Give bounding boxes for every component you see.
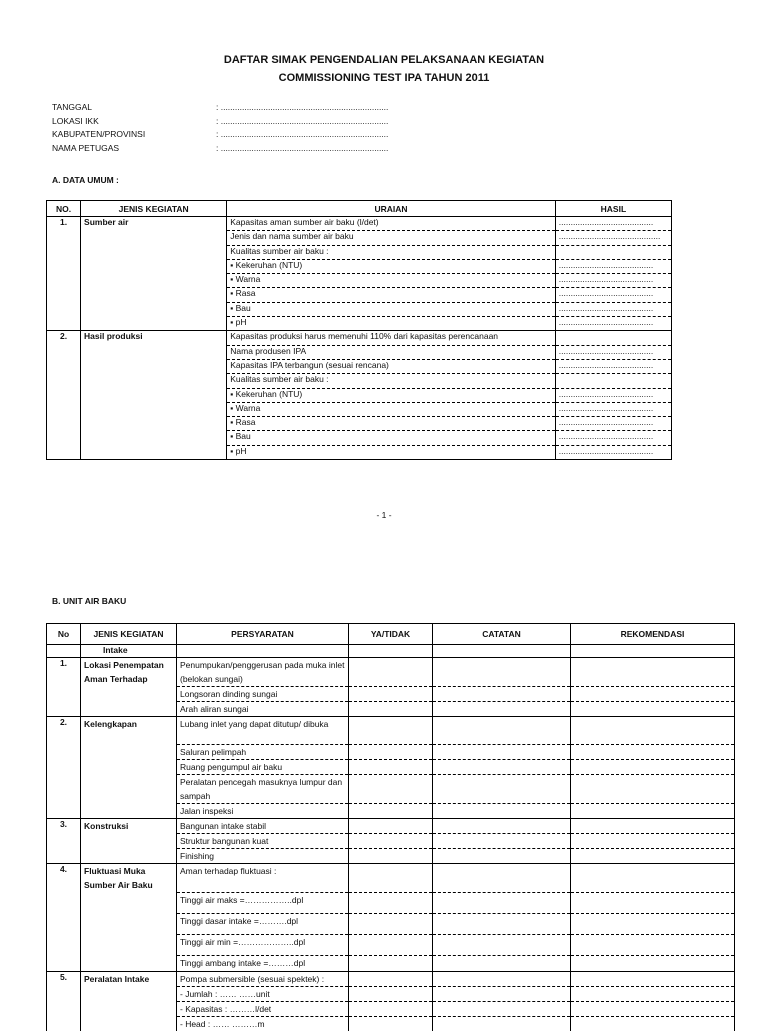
column-header: URAIAN (227, 201, 556, 217)
jenis-kegiatan (81, 259, 227, 273)
ya-tidak-cell[interactable] (349, 819, 433, 834)
row-number (47, 687, 81, 702)
uraian-cell: ▪ Warna (227, 274, 556, 288)
jenis-kegiatan (81, 345, 227, 359)
empty-cell (433, 645, 571, 658)
table-row (47, 864, 735, 893)
uraian-cell: ▪ Rasa (227, 417, 556, 431)
jenis-kegiatan (81, 445, 227, 459)
persyaratan-cell: Penumpukan/penggerusan pada muka inlet (belokan sungai) (177, 658, 349, 687)
uraian-cell: ▪ pH (227, 317, 556, 331)
ya-tidak-cell[interactable] (349, 986, 433, 1001)
catatan-cell[interactable] (433, 702, 571, 717)
table-row (47, 687, 735, 702)
table-row (47, 288, 672, 302)
hasil-cell[interactable] (555, 245, 671, 259)
uraian-cell: Kapasitas aman sumber air baku (l/det) (227, 217, 556, 231)
header-field (52, 101, 388, 114)
ya-tidak-cell[interactable] (349, 971, 433, 986)
row-number (47, 274, 81, 288)
row-number: 5. (47, 971, 81, 986)
persyaratan-cell: Tinggi air maks =……………..dpl (177, 892, 349, 913)
persyaratan-cell: Jalan inspeksi (177, 804, 349, 819)
unit-air-baku-table (46, 623, 735, 1031)
jenis-kegiatan: Hasil produksi (81, 331, 227, 345)
table-row (47, 717, 735, 745)
row-number (47, 775, 81, 804)
persyaratan-cell: Pompa submersible (sesuai spektek) : (177, 971, 349, 986)
row-number (47, 231, 81, 245)
ya-tidak-cell[interactable] (349, 702, 433, 717)
rekomendasi-cell[interactable] (571, 864, 735, 893)
table-row (47, 1001, 735, 1016)
catatan-cell[interactable] (433, 834, 571, 849)
jenis-kegiatan: Sumber air (81, 217, 227, 231)
persyaratan-cell: - Jumlah : …… ……unit (177, 986, 349, 1001)
hasil-cell[interactable]: ........................................ (555, 345, 671, 359)
jenis-kegiatan (81, 288, 227, 302)
rekomendasi-cell[interactable] (571, 702, 735, 717)
uraian-cell: Nama produsen IPA (227, 345, 556, 359)
hasil-cell[interactable]: ........................................ (555, 217, 671, 231)
persyaratan-cell: Arah aliran sungai (177, 702, 349, 717)
intake-subheader-row (47, 645, 735, 658)
jenis-kegiatan (81, 388, 227, 402)
row-number (47, 892, 81, 913)
table-row (47, 702, 735, 717)
rekomendasi-cell[interactable] (571, 971, 735, 986)
ya-tidak-cell[interactable] (349, 913, 433, 934)
row-number (47, 345, 81, 359)
row-number (47, 804, 81, 819)
field-label: NAMA PETUGAS (52, 142, 120, 153)
jenis-kegiatan: Konstruksi (81, 819, 177, 834)
document-title-line-2: COMMISSIONING TEST IPA TAHUN 2011 (278, 72, 490, 84)
catatan-cell[interactable] (433, 1001, 571, 1016)
table-row (47, 849, 735, 864)
jenis-kegiatan (81, 913, 177, 934)
row-number (47, 986, 81, 1001)
header-field (52, 128, 388, 141)
hasil-cell[interactable]: ........................................ (555, 288, 671, 302)
table-row (47, 819, 735, 834)
row-number (47, 934, 81, 955)
row-number: 2. (47, 717, 81, 745)
catatan-cell[interactable] (433, 717, 571, 745)
ya-tidak-cell[interactable] (349, 717, 433, 745)
column-header: JENIS KEGIATAN (81, 201, 227, 217)
rekomendasi-cell[interactable] (571, 687, 735, 702)
jenis-kegiatan (81, 760, 177, 775)
row-number (47, 745, 81, 760)
ya-tidak-cell[interactable] (349, 1001, 433, 1016)
persyaratan-cell: - Kapasitas : ………l/det (177, 1001, 349, 1016)
table-row (47, 971, 735, 986)
row-number (47, 913, 81, 934)
persyaratan-cell: Tinggi air min =………………..dpl (177, 934, 349, 955)
jenis-kegiatan (81, 702, 177, 717)
jenis-kegiatan: Fluktuasi Muka Sumber Air Baku (81, 864, 177, 893)
hasil-cell[interactable]: ........................................... (555, 231, 671, 245)
hasil-cell[interactable]: ........................................ (555, 259, 671, 273)
jenis-kegiatan (81, 1016, 177, 1031)
hasil-cell[interactable]: ........................................ (555, 302, 671, 316)
ya-tidak-cell[interactable] (349, 892, 433, 913)
table-row (47, 402, 672, 416)
intake-subheader: Intake (81, 645, 177, 658)
hasil-cell[interactable]: ........................................ (555, 417, 671, 431)
page-number: - 1 - (376, 510, 392, 520)
table-row (47, 345, 672, 359)
rekomendasi-cell[interactable] (571, 986, 735, 1001)
jenis-kegiatan (81, 687, 177, 702)
catatan-cell[interactable] (433, 1016, 571, 1031)
rekomendasi-cell[interactable] (571, 745, 735, 760)
uraian-cell: ▪ Warna (227, 402, 556, 416)
jenis-kegiatan (81, 245, 227, 259)
table-row (47, 745, 735, 760)
uraian-cell: ▪ Kekeruhan (NTU) (227, 259, 556, 273)
ya-tidak-cell[interactable] (349, 804, 433, 819)
row-number: 4. (47, 864, 81, 893)
catatan-cell[interactable] (433, 986, 571, 1001)
jenis-kegiatan: Peralatan Intake (81, 971, 177, 986)
uraian-cell: ▪ Bau (227, 302, 556, 316)
header-field (52, 142, 388, 155)
table-row (47, 359, 672, 373)
catatan-cell[interactable] (433, 687, 571, 702)
persyaratan-cell: Tinggi ambang intake =………dpl (177, 955, 349, 971)
uraian-cell: Kualitas sumber air baku : (227, 374, 556, 388)
row-number (47, 760, 81, 775)
persyaratan-cell: Longsoran dinding sungai (177, 687, 349, 702)
table-row (47, 1016, 735, 1031)
row-number (47, 955, 81, 971)
column-header: PERSYARATAN (177, 624, 349, 645)
jenis-kegiatan (81, 1001, 177, 1016)
row-number (47, 445, 81, 459)
row-number (47, 317, 81, 331)
rekomendasi-cell[interactable] (571, 1001, 735, 1016)
field-value[interactable]: : ....................................................................... (216, 115, 389, 126)
catatan-cell[interactable] (433, 892, 571, 913)
jenis-kegiatan: Kelengkapan (81, 717, 177, 745)
field-label: LOKASI IKK (52, 115, 99, 126)
catatan-cell[interactable] (433, 971, 571, 986)
catatan-cell[interactable] (433, 804, 571, 819)
column-header: YA/TIDAK (349, 624, 433, 645)
jenis-kegiatan (81, 834, 177, 849)
catatan-cell[interactable] (433, 934, 571, 955)
persyaratan-cell: Struktur bangunan kuat (177, 834, 349, 849)
jenis-kegiatan (81, 302, 227, 316)
table-row (47, 892, 735, 913)
hasil-cell[interactable]: ........................................ (555, 317, 671, 331)
persyaratan-cell: Saluran pelimpah (177, 745, 349, 760)
ya-tidak-cell[interactable] (349, 775, 433, 804)
jenis-kegiatan: Lokasi Penempatan Aman Terhadap (81, 658, 177, 687)
row-number (47, 417, 81, 431)
table-row (47, 302, 672, 316)
table-row (47, 934, 735, 955)
ya-tidak-cell[interactable] (349, 687, 433, 702)
catatan-cell[interactable] (433, 913, 571, 934)
hasil-cell[interactable]: ........................................ (555, 274, 671, 288)
column-header: REKOMENDASI (571, 624, 735, 645)
empty-cell (47, 645, 81, 658)
rekomendasi-cell[interactable] (571, 892, 735, 913)
table-row (47, 986, 735, 1001)
ya-tidak-cell[interactable] (349, 760, 433, 775)
catatan-cell[interactable] (433, 955, 571, 971)
ya-tidak-cell[interactable] (349, 934, 433, 955)
section-a-title: A. DATA UMUM : (52, 175, 119, 185)
table-row (47, 274, 672, 288)
document-title-line-1: DAFTAR SIMAK PENGENDALIAN PELAKSANAAN KEGIATAN (223, 54, 545, 66)
persyaratan-cell: Aman terhadap fluktuasi : (177, 864, 349, 893)
empty-cell (349, 645, 433, 658)
column-header: NO. (47, 201, 81, 217)
uraian-cell: Kapasitas produksi harus memenuhi 110% dari kapasitas perencanaan (227, 331, 556, 345)
row-number (47, 288, 81, 302)
jenis-kegiatan (81, 955, 177, 971)
table-row (47, 331, 672, 345)
ya-tidak-cell[interactable] (349, 864, 433, 893)
row-number (47, 402, 81, 416)
hasil-cell[interactable]: ........................................ (555, 359, 671, 373)
table-row (47, 804, 735, 819)
uraian-cell: Kualitas sumber air baku : (227, 245, 556, 259)
row-number (47, 1016, 81, 1031)
column-header: HASIL (555, 201, 671, 217)
table-row (47, 374, 672, 388)
row-number (47, 431, 81, 445)
hasil-cell[interactable]: ........................................ (555, 402, 671, 416)
jenis-kegiatan (81, 431, 227, 445)
row-number (47, 302, 81, 316)
catatan-cell[interactable] (433, 760, 571, 775)
jenis-kegiatan (81, 775, 177, 804)
jenis-kegiatan (81, 849, 177, 864)
uraian-cell: Kapasitas IPA terbangun (sesuai rencana) (227, 359, 556, 373)
field-value[interactable]: : ....................................................................... (216, 129, 389, 139)
persyaratan-cell: Finishing (177, 849, 349, 864)
ya-tidak-cell[interactable] (349, 955, 433, 971)
rekomendasi-cell[interactable] (571, 934, 735, 955)
column-header: JENIS KEGIATAN (81, 624, 177, 645)
field-value[interactable]: : ....................................................................... (216, 102, 389, 112)
persyaratan-cell: Peralatan pencegah masuknya lumpur dan sampah (177, 775, 349, 804)
field-value[interactable]: : ....................................................................... (216, 142, 389, 153)
hasil-cell[interactable]: ........................................ (555, 445, 671, 459)
table-row (47, 217, 672, 231)
rekomendasi-cell[interactable] (571, 760, 735, 775)
field-label: TANGGAL (52, 102, 92, 112)
empty-cell (177, 645, 349, 658)
catatan-cell[interactable] (433, 658, 571, 687)
row-number (47, 849, 81, 864)
rekomendasi-cell[interactable] (571, 955, 735, 971)
ya-tidak-cell[interactable] (349, 658, 433, 687)
jenis-kegiatan (81, 417, 227, 431)
row-number (47, 1001, 81, 1016)
persyaratan-cell: Bangunan intake stabil (177, 819, 349, 834)
column-header: No (47, 624, 81, 645)
hasil-cell[interactable]: ........................................ (555, 431, 671, 445)
column-header: CATATAN (433, 624, 571, 645)
table-row (47, 388, 672, 402)
jenis-kegiatan (81, 402, 227, 416)
table-row (47, 259, 672, 273)
section-b-title: B. UNIT AIR BAKU (52, 596, 127, 606)
catatan-cell[interactable] (433, 864, 571, 893)
ya-tidak-cell[interactable] (349, 834, 433, 849)
field-label: KABUPATEN/PROVINSI (52, 129, 146, 139)
jenis-kegiatan (81, 986, 177, 1001)
persyaratan-cell: Lubang inlet yang dapat ditutup/ dibuka (177, 717, 349, 745)
ya-tidak-cell[interactable] (349, 1016, 433, 1031)
uraian-cell: ▪ Kekeruhan (NTU) (227, 388, 556, 402)
rekomendasi-cell[interactable] (571, 819, 735, 834)
hasil-cell[interactable]: ........................................ (555, 388, 671, 402)
catatan-cell[interactable] (433, 819, 571, 834)
persyaratan-cell: Tinggi dasar intake =……….dpl (177, 913, 349, 934)
row-number (47, 259, 81, 273)
rekomendasi-cell[interactable] (571, 849, 735, 864)
jenis-kegiatan (81, 374, 227, 388)
catatan-cell[interactable] (433, 775, 571, 804)
table-row (47, 658, 735, 687)
row-number (47, 359, 81, 373)
row-number: 3. (47, 819, 81, 834)
table-row (47, 231, 672, 245)
jenis-kegiatan (81, 274, 227, 288)
table-row (47, 317, 672, 331)
row-number: 1. (47, 658, 81, 687)
jenis-kegiatan (81, 804, 177, 819)
table-row (47, 431, 672, 445)
header-field (52, 115, 388, 128)
hasil-cell[interactable] (555, 331, 671, 345)
row-number (47, 245, 81, 259)
row-number: 1. (47, 217, 81, 231)
uraian-cell: ▪ pH (227, 445, 556, 459)
row-number (47, 702, 81, 717)
rekomendasi-cell[interactable] (571, 834, 735, 849)
table-row (47, 417, 672, 431)
data-umum-table (46, 200, 672, 460)
row-number (47, 388, 81, 402)
rekomendasi-cell[interactable] (571, 717, 735, 745)
uraian-cell: ▪ Bau (227, 431, 556, 445)
persyaratan-cell: Ruang pengumpul air baku (177, 760, 349, 775)
uraian-cell: ▪ Rasa (227, 288, 556, 302)
catatan-cell[interactable] (433, 745, 571, 760)
jenis-kegiatan (81, 745, 177, 760)
jenis-kegiatan (81, 892, 177, 913)
ya-tidak-cell[interactable] (349, 849, 433, 864)
rekomendasi-cell[interactable] (571, 804, 735, 819)
jenis-kegiatan (81, 359, 227, 373)
row-number (47, 834, 81, 849)
ya-tidak-cell[interactable] (349, 745, 433, 760)
table-row (47, 245, 672, 259)
persyaratan-cell: - Head : …… ………m (177, 1016, 349, 1031)
jenis-kegiatan (81, 934, 177, 955)
table-row (47, 775, 735, 804)
table-row (47, 955, 735, 971)
row-number (47, 374, 81, 388)
rekomendasi-cell[interactable] (571, 913, 735, 934)
hasil-cell[interactable] (555, 374, 671, 388)
rekomendasi-cell[interactable] (571, 658, 735, 687)
table-row (47, 913, 735, 934)
jenis-kegiatan (81, 231, 227, 245)
table-row (47, 445, 672, 459)
rekomendasi-cell[interactable] (571, 1016, 735, 1031)
row-number: 2. (47, 331, 81, 345)
rekomendasi-cell[interactable] (571, 775, 735, 804)
uraian-cell: Jenis dan nama sumber air baku (227, 231, 556, 245)
table-row (47, 760, 735, 775)
table-row (47, 834, 735, 849)
catatan-cell[interactable] (433, 849, 571, 864)
jenis-kegiatan (81, 317, 227, 331)
empty-cell (571, 645, 735, 658)
